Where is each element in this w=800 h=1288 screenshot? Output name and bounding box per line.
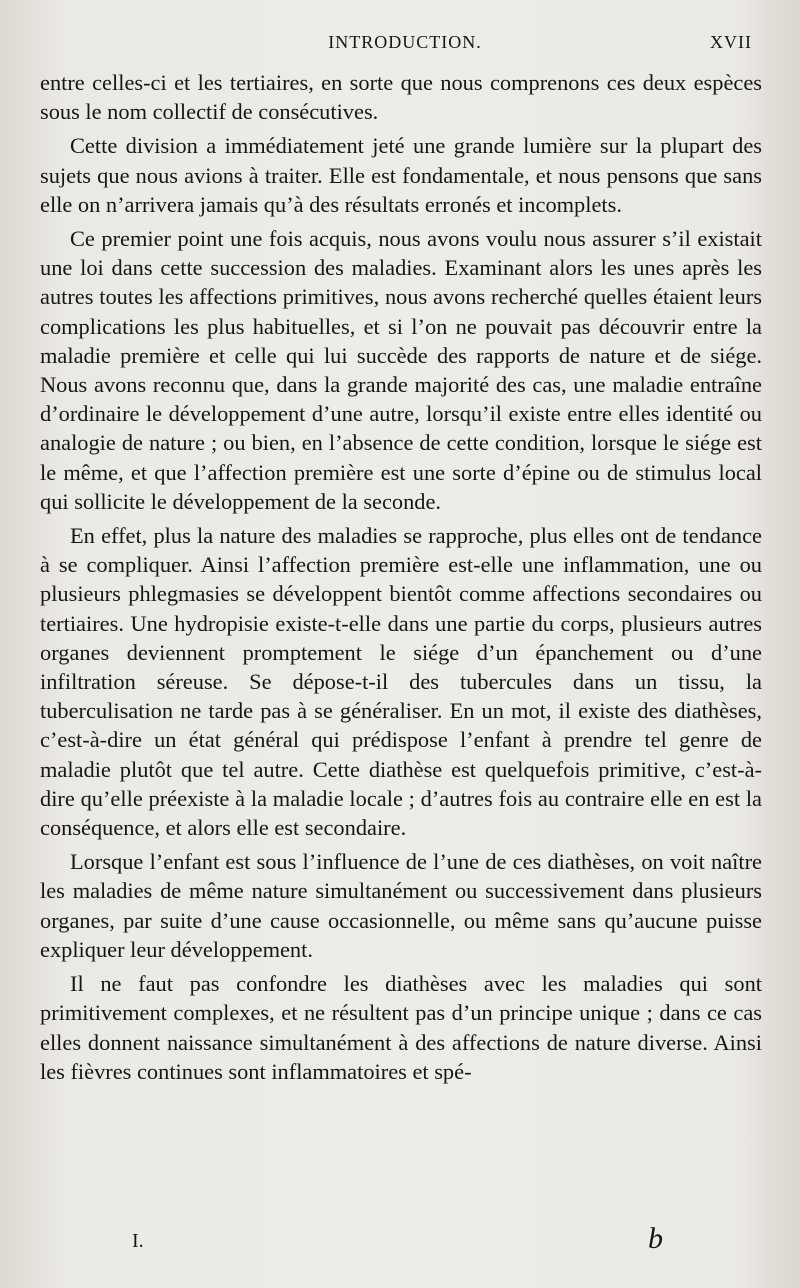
paragraph: Ce premier point une fois acquis, nous avons voulu nous assurer s’il existait une loi dans cette succession des maladies. Examinant alors les unes après les autres toutes les affections primitives, nous avons recherché quelles étaient leurs complications les plus habituelles, et si l’on ne pouvait pas découvrir entre la maladie première et celle qui lui succède des rapports de nature et de siége. Nous avons reconnu que, dans la grande majorité des cas, une maladie entraîne d’ordinaire le développement d’une autre, lorsqu’il existe entre elles identité ou analogie de nature ; ou bien, en l’absence de cette condition, lorsque le siége est le même, et que l’affection première est une sorte d’épine ou de stimulus local qui sollicite le développement de la seconde. <box>40 226 762 514</box>
body-text <box>40 68 762 1091</box>
running-header <box>40 32 760 60</box>
paragraph-continued: entre celles-ci et les tertiaires, en sorte que nous comprenons ces deux espèces sous le nom collectif de consécutives. <box>40 70 762 125</box>
paragraph: En effet, plus la nature des maladies se rapproche, plus elles ont de tendance à se compliquer. Ainsi l’affection première est-elle une inflammation, une ou plusieurs phlegmasies se développent bientôt comme affections secondaires ou tertiaires. Une hydropisie existe-t-elle dans une partie du corps, plusieurs autres organes deviennent promptement le siége d’un épanchement ou d’une infiltration séreuse. Se dépose-t-il des tubercules dans un tissu, la tuberculisation ne tarde pas à se généraliser. En un mot, il existe des diathèses, c’est-à-dire un état général qui prédispose l’enfant à prendre tel genre de maladie plutôt que tel autre. Cette diathèse est quelquefois primitive, c’est-à-dire qu’elle préexiste à la maladie locale ; d’autres fois au contraire elle en est la conséquence, et alors elle est secondaire. <box>40 523 762 841</box>
signature-mark: I. <box>132 1230 144 1252</box>
paragraph: Il ne faut pas confondre les diathèses avec les maladies qui sont primitivement complexes, et ne résultent pas d’un principe unique ; dans ce cas elles donnent naissance simultanément à des affections de nature diverse. Ainsi les fièvres continues sont inflammatoires et spé- <box>40 971 762 1084</box>
paragraph: Lorsque l’enfant est sous l’influence de l’une de ces diathèses, on voit naître les maladies de même nature simultanément ou successivement dans plusieurs organes, par suite d’une cause occasionnelle, ou même sans qu’aucune puisse expliquer leur développement. <box>40 849 762 962</box>
handwritten-mark: b <box>648 1222 663 1255</box>
running-title: INTRODUCTION. <box>328 32 482 52</box>
paragraph: Cette division a immédiatement jeté une grande lumière sur la plupart des sujets que nous avions à traiter. Elle est fondamentale, et nous pensons que sans elle on n’arrivera jamais qu’à des résultats erronés et incomplets. <box>40 133 762 217</box>
page-number: XVII <box>710 32 752 52</box>
